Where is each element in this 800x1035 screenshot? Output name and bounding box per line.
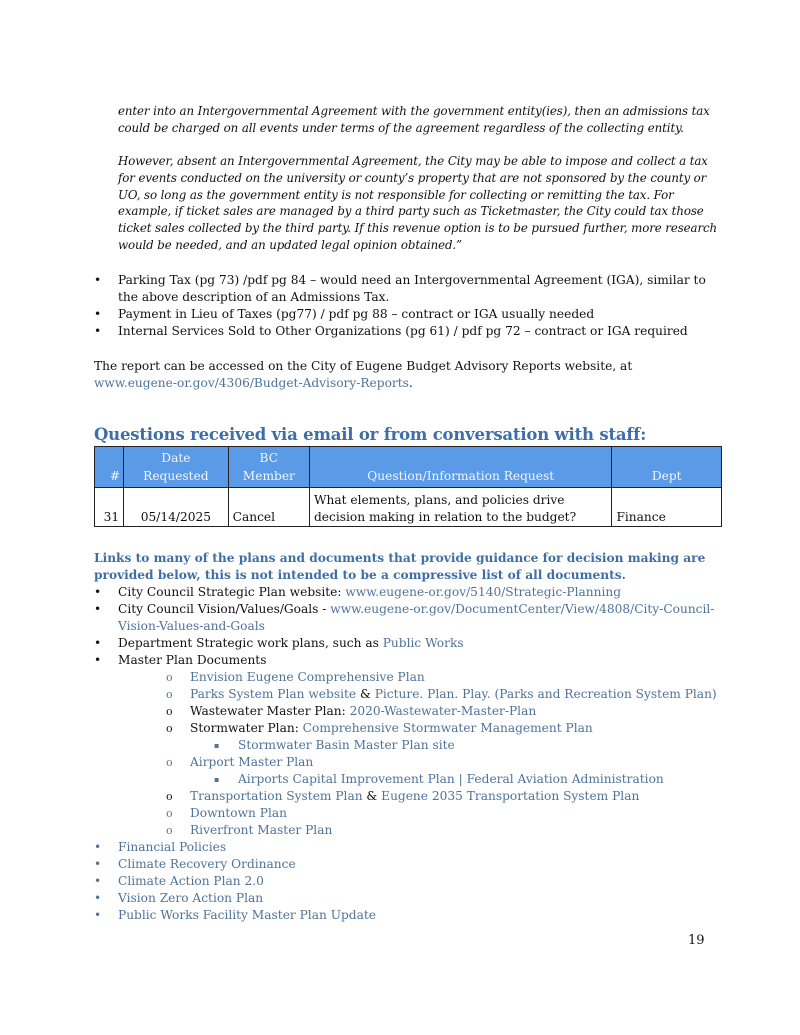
col-header-date-l1: Date xyxy=(161,451,191,465)
list-item-label: Department Strategic work plans, such as xyxy=(118,636,383,650)
col-header-member xyxy=(228,447,309,488)
list-item xyxy=(94,890,724,907)
public-works-link[interactable]: Public Works xyxy=(382,636,464,650)
page-number: 19 xyxy=(688,933,705,948)
list-item xyxy=(94,635,724,652)
sublist-item xyxy=(166,754,724,788)
bullet-icon: • xyxy=(94,908,102,922)
ampersand: & xyxy=(356,687,375,701)
sublist-item-label: Wastewater Master Plan: xyxy=(190,704,350,718)
cell-member: Cancel xyxy=(228,488,309,527)
sublist-item xyxy=(166,686,724,703)
stormwater-management-plan-link[interactable]: Comprehensive Stormwater Management Plan xyxy=(302,721,593,735)
list-item-text: Internal Services Sold to Other Organizations (pg 61) / pdf pg 72 – contract or IGA required xyxy=(118,324,688,338)
downtown-plan-link[interactable]: Downtown Plan xyxy=(190,806,287,820)
square-bullet-icon: ▪ xyxy=(214,741,220,750)
bullet-icon: • xyxy=(94,602,102,616)
circle-bullet-icon: o xyxy=(166,756,173,769)
strategic-plan-link[interactable]: www.eugene-or.gov/5140/Strategic-Planning xyxy=(345,585,622,599)
bullet-icon: • xyxy=(94,653,102,667)
quote-text: However, absent an Intergovernmental Agreement, the City may be able to impose and collect a tax for events conducted on the university or county’s property that are not sponsored by the county or UO, so long as the government entity is not responsible for collecting or remitting the tax. For example, if ticket sales are managed by a third party such as Ticketmaster, the City could tax those ticket sales collected by the third party. If this revenue option is to be pursued further, more research would be needed, and an updated legal opinion obtained.” xyxy=(118,154,718,252)
list-item xyxy=(94,856,724,873)
list-item-text: Payment in Lieu of Taxes (pg77) / pdf pg 88 – contract or IGA usually needed xyxy=(118,307,595,321)
bullet-icon: • xyxy=(94,307,102,321)
bullet-icon: • xyxy=(94,585,102,599)
list-item-label: Master Plan Documents xyxy=(118,653,267,667)
climate-recovery-ordinance-link[interactable]: Climate Recovery Ordinance xyxy=(118,857,296,871)
list-item xyxy=(94,584,724,601)
list-item xyxy=(94,873,724,890)
bullet-icon: • xyxy=(94,891,102,905)
airports-cip-link[interactable]: Airports Capital Improvement Plan | Federal Aviation Administration xyxy=(238,772,664,786)
sublist-item xyxy=(166,788,724,805)
airport-sublist xyxy=(190,771,724,788)
wastewater-master-plan-link[interactable]: 2020-Wastewater-Master-Plan xyxy=(349,704,537,718)
section-heading: Questions received via email or from conversation with staff: xyxy=(94,425,647,444)
sublist-item xyxy=(166,822,724,839)
envision-eugene-link[interactable]: Envision Eugene Comprehensive Plan xyxy=(190,670,425,684)
sublist-item xyxy=(166,669,724,686)
list-item xyxy=(94,601,724,635)
bullet-icon: • xyxy=(94,874,102,888)
airport-master-plan-link[interactable]: Airport Master Plan xyxy=(190,755,314,769)
questions-table xyxy=(94,446,722,527)
quote-text: enter into an Intergovernmental Agreement with the government entity(ies), then an admissions tax could be charged on all events under terms of the agreement regardless of the collecting entity. xyxy=(118,104,710,135)
list-item xyxy=(94,907,724,924)
riverfront-master-plan-link[interactable]: Riverfront Master Plan xyxy=(190,823,333,837)
list-item xyxy=(94,839,724,856)
col-header-date xyxy=(124,447,229,488)
climate-action-plan-link[interactable]: Climate Action Plan 2.0 xyxy=(118,874,264,888)
list-item-label: City Council Vision/Values/Goals - xyxy=(118,602,331,616)
stormwater-basin-link[interactable]: Stormwater Basin Master Plan site xyxy=(238,738,455,752)
col-header-dept: Dept xyxy=(612,447,722,488)
stormwater-sublist xyxy=(190,737,724,754)
master-plans-sublist xyxy=(118,669,724,839)
financial-policies-link[interactable]: Financial Policies xyxy=(118,840,227,854)
quote-paragraph xyxy=(118,153,718,254)
bullet-icon: • xyxy=(94,636,102,650)
bullet-icon: • xyxy=(94,857,102,871)
table-row xyxy=(95,488,722,527)
budget-advisory-reports-link[interactable]: www.eugene-or.gov/4306/Budget-Advisory-Reports xyxy=(94,376,409,390)
sublist-item xyxy=(214,771,724,788)
col-header-member-l1: BC xyxy=(259,451,279,465)
cell-number: 31 xyxy=(95,488,124,527)
col-header-number: # xyxy=(95,447,124,488)
report-paragraph xyxy=(94,358,724,392)
table-header-row xyxy=(95,447,722,488)
revenue-options-list xyxy=(94,272,724,340)
cell-dept: Finance xyxy=(612,488,722,527)
pw-facility-master-plan-link[interactable]: Public Works Facility Master Plan Update xyxy=(118,908,376,922)
sublist-item xyxy=(166,703,724,720)
transportation-system-plan-link[interactable]: Transportation System Plan xyxy=(190,789,363,803)
report-period: . xyxy=(408,376,413,390)
list-item-label: City Council Strategic Plan website: xyxy=(118,585,346,599)
square-bullet-icon: ▪ xyxy=(214,775,220,784)
bullet-icon: • xyxy=(94,273,102,287)
planning-documents-list xyxy=(94,584,724,924)
sublist-item xyxy=(166,720,724,754)
circle-bullet-icon: o xyxy=(166,824,173,837)
circle-bullet-icon: o xyxy=(166,807,173,820)
vision-zero-link[interactable]: Vision Zero Action Plan xyxy=(118,891,264,905)
bullet-icon: • xyxy=(94,324,102,338)
bullet-icon: • xyxy=(94,840,102,854)
cell-question: What elements, plans, and policies drive decision making in relation to the budget? xyxy=(310,488,612,527)
circle-bullet-icon: o xyxy=(166,722,173,735)
circle-bullet-icon: o xyxy=(166,705,173,718)
col-header-member-l2: Member xyxy=(242,469,295,483)
list-item-text: Parking Tax (pg 73) /pdf pg 84 – would need an Intergovernmental Agreement (IGA), similar to the above description of an Admissions Tax. xyxy=(118,273,706,304)
picture-plan-play-link[interactable]: Picture. Plan. Play. (Parks and Recreation System Plan) xyxy=(374,687,717,701)
col-header-question: Question/Information Request xyxy=(310,447,612,488)
sublist-item xyxy=(214,737,724,754)
links-intro: Links to many of the plans and documents that provide guidance for decision making are provided below, this is not intended to be a compressive list of all documents. xyxy=(94,551,706,582)
eugene-2035-tsp-link[interactable]: Eugene 2035 Transportation System Plan xyxy=(381,789,640,803)
parks-system-plan-link[interactable]: Parks System Plan website xyxy=(190,687,357,701)
list-item xyxy=(94,272,724,306)
col-header-date-l2: Requested xyxy=(143,469,209,483)
circle-bullet-icon: o xyxy=(166,671,173,684)
cell-date: 05/14/2025 xyxy=(124,488,229,527)
sublist-item xyxy=(166,805,724,822)
quote-paragraph xyxy=(118,103,718,137)
circle-bullet-icon: o xyxy=(166,688,173,701)
ampersand: & xyxy=(362,789,382,803)
sublist-item-label: Stormwater Plan: xyxy=(190,721,303,735)
list-item xyxy=(94,652,724,839)
vision-values-goals-link[interactable]: www.eugene-or.gov/DocumentCenter/View/4808/City-Council-Vision-Values-and-Goals xyxy=(118,602,715,633)
circle-bullet-icon: o xyxy=(166,790,173,803)
list-item xyxy=(94,306,724,323)
report-text: The report can be accessed on the City of Eugene Budget Advisory Reports website, at xyxy=(94,359,633,373)
list-item xyxy=(94,323,724,340)
